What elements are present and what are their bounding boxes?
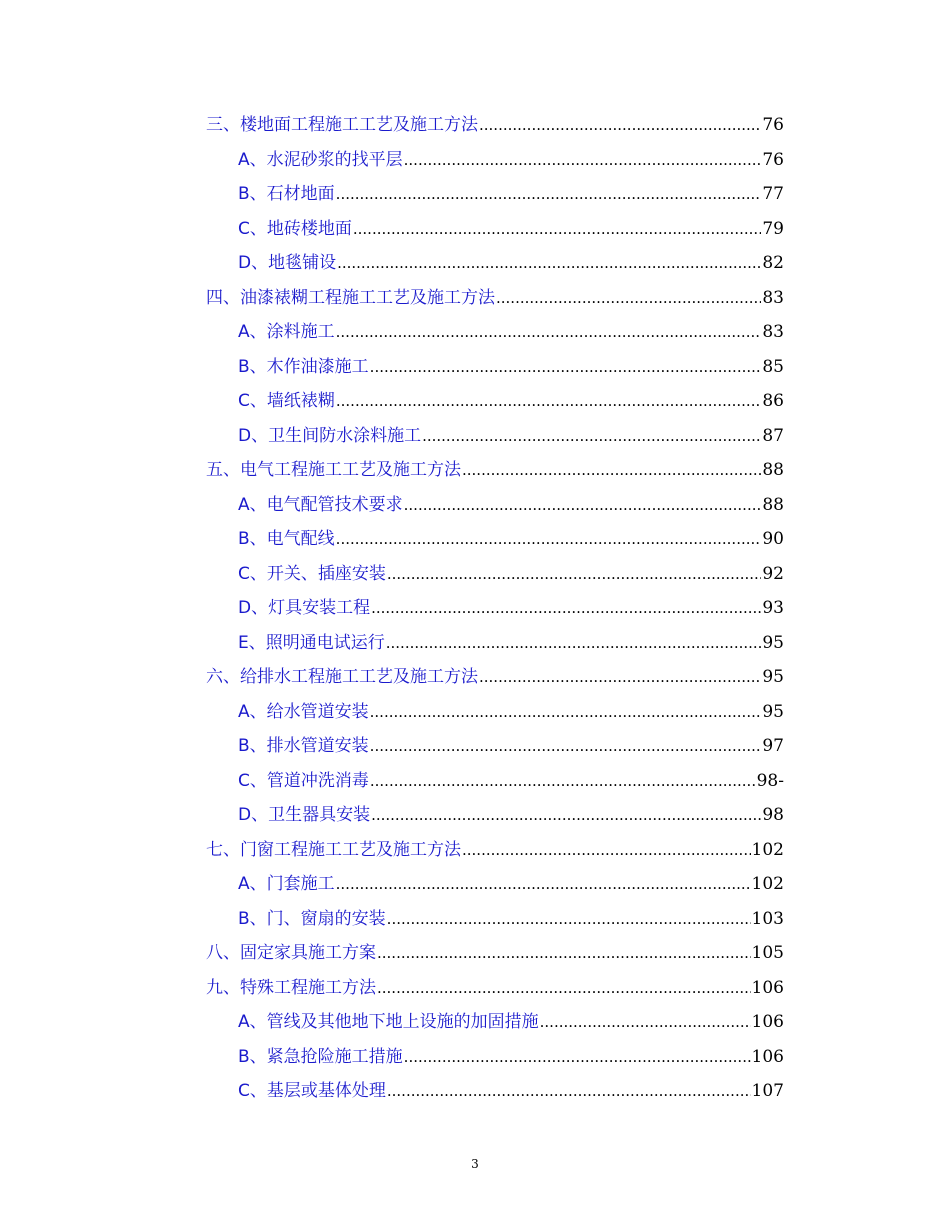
- toc-subsection-link[interactable]: [206, 146, 784, 181]
- toc-entry-text: 、地毯铺设: [251, 253, 337, 273]
- toc-entry-marker: A: [238, 149, 250, 170]
- toc-dot-leader: [462, 456, 761, 484]
- toc-entry-marker: 四、: [206, 287, 240, 308]
- toc-subsection-link[interactable]: [206, 387, 784, 422]
- toc-entry-marker: D: [238, 253, 252, 273]
- toc-dot-leader: [337, 249, 761, 277]
- toc-entry-marker: C: [238, 770, 250, 791]
- toc-dot-leader: [387, 1077, 751, 1105]
- toc-entry-text: 、卫生间防水涂料施工: [251, 425, 422, 446]
- toc-dot-leader: [371, 801, 761, 829]
- toc-subsection-link[interactable]: [206, 905, 784, 940]
- toc-entry-title: [206, 836, 461, 864]
- toc-dot-leader: [479, 663, 761, 691]
- toc-section-link[interactable]: [206, 663, 784, 698]
- toc-entry-marker: A: [238, 874, 250, 894]
- toc-entry-title: [206, 284, 495, 312]
- toc-dot-leader: [540, 1008, 751, 1036]
- toc-entry-text: 、卫生器具安装: [251, 805, 371, 825]
- toc-entry-title: [238, 560, 386, 588]
- toc-page-number: 107: [751, 1081, 784, 1101]
- toc-page-number: 82: [762, 253, 784, 273]
- toc-subsection-link[interactable]: [206, 491, 784, 526]
- toc-dot-leader: [404, 491, 762, 519]
- toc-subsection-link[interactable]: [206, 1008, 784, 1043]
- toc-page-number: 76: [762, 149, 784, 170]
- toc-entry-title: [238, 491, 403, 519]
- toc-subsection-link[interactable]: [206, 525, 784, 560]
- toc-entry-title: [238, 767, 369, 795]
- toc-dot-leader: [336, 318, 762, 346]
- toc-entry-marker: 七、: [206, 839, 240, 860]
- toc-page-number: 88: [762, 494, 784, 515]
- toc-page-number: 106: [751, 977, 784, 998]
- toc-page-number: 76: [762, 115, 784, 135]
- toc-entry-title: [238, 732, 369, 760]
- toc-entry-text: 门窗工程施工工艺及施工方法: [240, 839, 461, 860]
- toc-entry-text: 、紧急抢险施工措施: [249, 1046, 403, 1067]
- toc-subsection-link[interactable]: [206, 1077, 784, 1112]
- toc-dot-leader: [377, 939, 751, 967]
- toc-entry-text: 、涂料施工: [249, 322, 335, 342]
- toc-page-number: 86: [762, 391, 784, 411]
- toc-entry-marker: 六、: [206, 667, 240, 687]
- toc-entry-marker: B: [238, 184, 250, 204]
- toc-entry-title: [238, 594, 370, 622]
- toc-dot-leader: [336, 525, 762, 553]
- toc-entry-marker: D: [238, 598, 252, 618]
- toc-page-number: 95: [762, 701, 784, 722]
- toc-entry-title: [238, 146, 403, 174]
- toc-entry-title: [238, 180, 335, 208]
- toc-entry-marker: 三、: [206, 115, 240, 135]
- toc-entry-marker: C: [238, 563, 250, 584]
- toc-page-number: 88: [762, 460, 784, 480]
- toc-page-number: 98: [762, 805, 784, 825]
- toc-entry-marker: A: [238, 1012, 250, 1032]
- toc-dot-leader: [353, 215, 761, 243]
- toc-section-link[interactable]: [206, 284, 784, 319]
- toc-entry-text: 、管线及其他地下地上设施的加固措施: [249, 1012, 539, 1032]
- toc-dot-leader: [336, 870, 751, 898]
- toc-entry-title: [238, 525, 335, 553]
- toc-page-number: 103: [751, 908, 784, 929]
- toc-subsection-link[interactable]: [206, 594, 784, 629]
- toc-entry-text: 、排水管道安装: [249, 736, 369, 756]
- toc-entry-text: 、石材地面: [249, 184, 335, 204]
- toc-subsection-link[interactable]: [206, 560, 784, 595]
- toc-dot-leader: [370, 353, 762, 381]
- toc-page-number: 95: [762, 632, 784, 653]
- toc-entry-text: 、电气配线: [249, 529, 335, 549]
- toc-entry-text: 、管道冲洗消毒: [249, 770, 369, 791]
- toc-entry-marker: A: [238, 322, 250, 342]
- toc-section-link[interactable]: [206, 836, 784, 871]
- toc-dot-leader: [422, 422, 761, 450]
- toc-dot-leader: [370, 698, 762, 726]
- toc-subsection-link[interactable]: [206, 215, 784, 250]
- toc-page-number: 95: [762, 667, 784, 687]
- toc-entry-marker: B: [238, 1046, 250, 1067]
- toc-page-number: 93: [762, 598, 784, 618]
- toc-dot-leader: [386, 629, 762, 657]
- toc-entry-text: 电气工程施工工艺及施工方法: [240, 460, 461, 480]
- toc-page-number: 97: [762, 736, 784, 756]
- toc-entry-text: 、给水管道安装: [249, 701, 369, 722]
- toc-entry-marker: C: [238, 218, 250, 239]
- toc-page-number: 77: [762, 184, 784, 204]
- toc-page-number: 79: [762, 218, 784, 239]
- toc-subsection-link[interactable]: [206, 353, 784, 388]
- toc-entry-title: [238, 801, 370, 829]
- toc-entry-text: 、基层或基体处理: [249, 1081, 386, 1101]
- toc-entry-title: [238, 905, 386, 933]
- toc-entry-text: 、电气配管技术要求: [249, 494, 403, 515]
- toc-entry-title: [206, 974, 376, 1002]
- toc-dot-leader: [387, 560, 761, 588]
- toc-section-link[interactable]: [206, 111, 784, 146]
- toc-entry-text: 固定家具施工方案: [240, 943, 376, 963]
- toc-section-link[interactable]: [206, 456, 784, 491]
- toc-entry-marker: 八、: [206, 943, 240, 963]
- toc-entry-title: [206, 111, 478, 139]
- toc-page-number: 106: [751, 1046, 784, 1067]
- toc-dot-leader: [336, 387, 761, 415]
- toc-entry-marker: 五、: [206, 460, 240, 480]
- toc-entry-title: [238, 318, 335, 346]
- toc-entry-title: [238, 1043, 403, 1071]
- toc-subsection-link[interactable]: [206, 732, 784, 767]
- toc-subsection-link[interactable]: [206, 249, 784, 284]
- toc-subsection-link[interactable]: [206, 870, 784, 905]
- toc-subsection-link[interactable]: [206, 698, 784, 733]
- toc-entry-marker: B: [238, 736, 250, 756]
- toc-entry-marker: 九、: [206, 977, 240, 998]
- page-number: 3: [471, 1157, 479, 1171]
- toc-subsection-link[interactable]: [206, 180, 784, 215]
- toc-dot-leader: [387, 905, 751, 933]
- toc-entry-text: 、门套施工: [249, 874, 335, 894]
- toc-page-number: 83: [762, 322, 784, 342]
- toc-subsection-link[interactable]: [206, 767, 784, 802]
- toc-entry-title: [238, 870, 335, 898]
- toc-entry-text: 、水泥砂浆的找平层: [249, 149, 403, 170]
- toc-entry-marker: D: [238, 425, 252, 446]
- toc-entry-title: [238, 353, 369, 381]
- toc-dot-leader: [479, 111, 761, 139]
- toc-entry-title: [206, 456, 461, 484]
- toc-entry-title: [206, 939, 376, 967]
- toc-page-number: 87: [762, 425, 784, 446]
- toc-page-number: 83: [762, 287, 784, 308]
- toc-entry-text: 特殊工程施工方法: [240, 977, 376, 998]
- toc-subsection-link[interactable]: [206, 318, 784, 353]
- toc-entry-title: [238, 629, 385, 657]
- toc-page-number: 102: [751, 874, 784, 894]
- toc-entry-marker: B: [238, 529, 250, 549]
- toc-entry-text: 油漆裱糊工程施工工艺及施工方法: [240, 287, 495, 308]
- toc-entry-text: 、木作油漆施工: [249, 356, 369, 377]
- toc-entry-title: [238, 1008, 539, 1036]
- toc-page-number: 85: [762, 356, 784, 377]
- toc-section-link[interactable]: [206, 939, 784, 974]
- toc-subsection-link[interactable]: [206, 1043, 784, 1078]
- toc-entry-title: [238, 1077, 386, 1105]
- toc-entry-title: [206, 663, 478, 691]
- toc-page-number: 105: [751, 943, 784, 963]
- toc-entry-text: 、灯具安装工程: [251, 598, 371, 618]
- toc-dot-leader: [336, 180, 762, 208]
- toc-dot-leader: [404, 146, 762, 174]
- toc-page-number: 102: [751, 839, 784, 860]
- toc-entry-title: [238, 698, 369, 726]
- toc-page-number: 98-: [756, 770, 784, 791]
- toc-entry-text: 、照明通电试运行: [248, 632, 385, 653]
- toc-entry-marker: C: [238, 391, 250, 411]
- toc-dot-leader: [370, 767, 756, 795]
- toc-page-number: 92: [762, 563, 784, 584]
- table-of-contents: [206, 111, 784, 1112]
- toc-entry-marker: A: [238, 701, 250, 722]
- toc-entry-marker: B: [238, 908, 250, 929]
- toc-entry-marker: A: [238, 494, 250, 515]
- toc-dot-leader: [404, 1043, 751, 1071]
- toc-entry-text: 楼地面工程施工工艺及施工方法: [240, 115, 478, 135]
- toc-entry-text: 、地砖楼地面: [249, 218, 352, 239]
- toc-dot-leader: [371, 594, 761, 622]
- toc-dot-leader: [496, 284, 761, 312]
- toc-section-link[interactable]: [206, 974, 784, 1009]
- toc-page-number: 106: [751, 1012, 784, 1032]
- toc-dot-leader: [377, 974, 751, 1002]
- toc-dot-leader: [462, 836, 751, 864]
- toc-entry-title: [238, 422, 421, 450]
- toc-entry-text: 、开关、插座安装: [249, 563, 386, 584]
- toc-entry-text: 、墙纸裱糊: [249, 391, 335, 411]
- toc-entry-marker: B: [238, 356, 250, 377]
- toc-entry-title: [238, 249, 336, 277]
- toc-entry-text: 、门、窗扇的安装: [249, 908, 386, 929]
- toc-entry-marker: C: [238, 1081, 250, 1101]
- toc-entry-marker: E: [238, 632, 249, 653]
- toc-entry-marker: D: [238, 805, 252, 825]
- toc-subsection-link[interactable]: [206, 422, 784, 457]
- toc-entry-text: 给排水工程施工工艺及施工方法: [240, 667, 478, 687]
- toc-subsection-link[interactable]: [206, 629, 784, 664]
- toc-page-number: 90: [762, 529, 784, 549]
- toc-entry-title: [238, 215, 352, 243]
- toc-subsection-link[interactable]: [206, 801, 784, 836]
- toc-dot-leader: [370, 732, 762, 760]
- toc-entry-title: [238, 387, 335, 415]
